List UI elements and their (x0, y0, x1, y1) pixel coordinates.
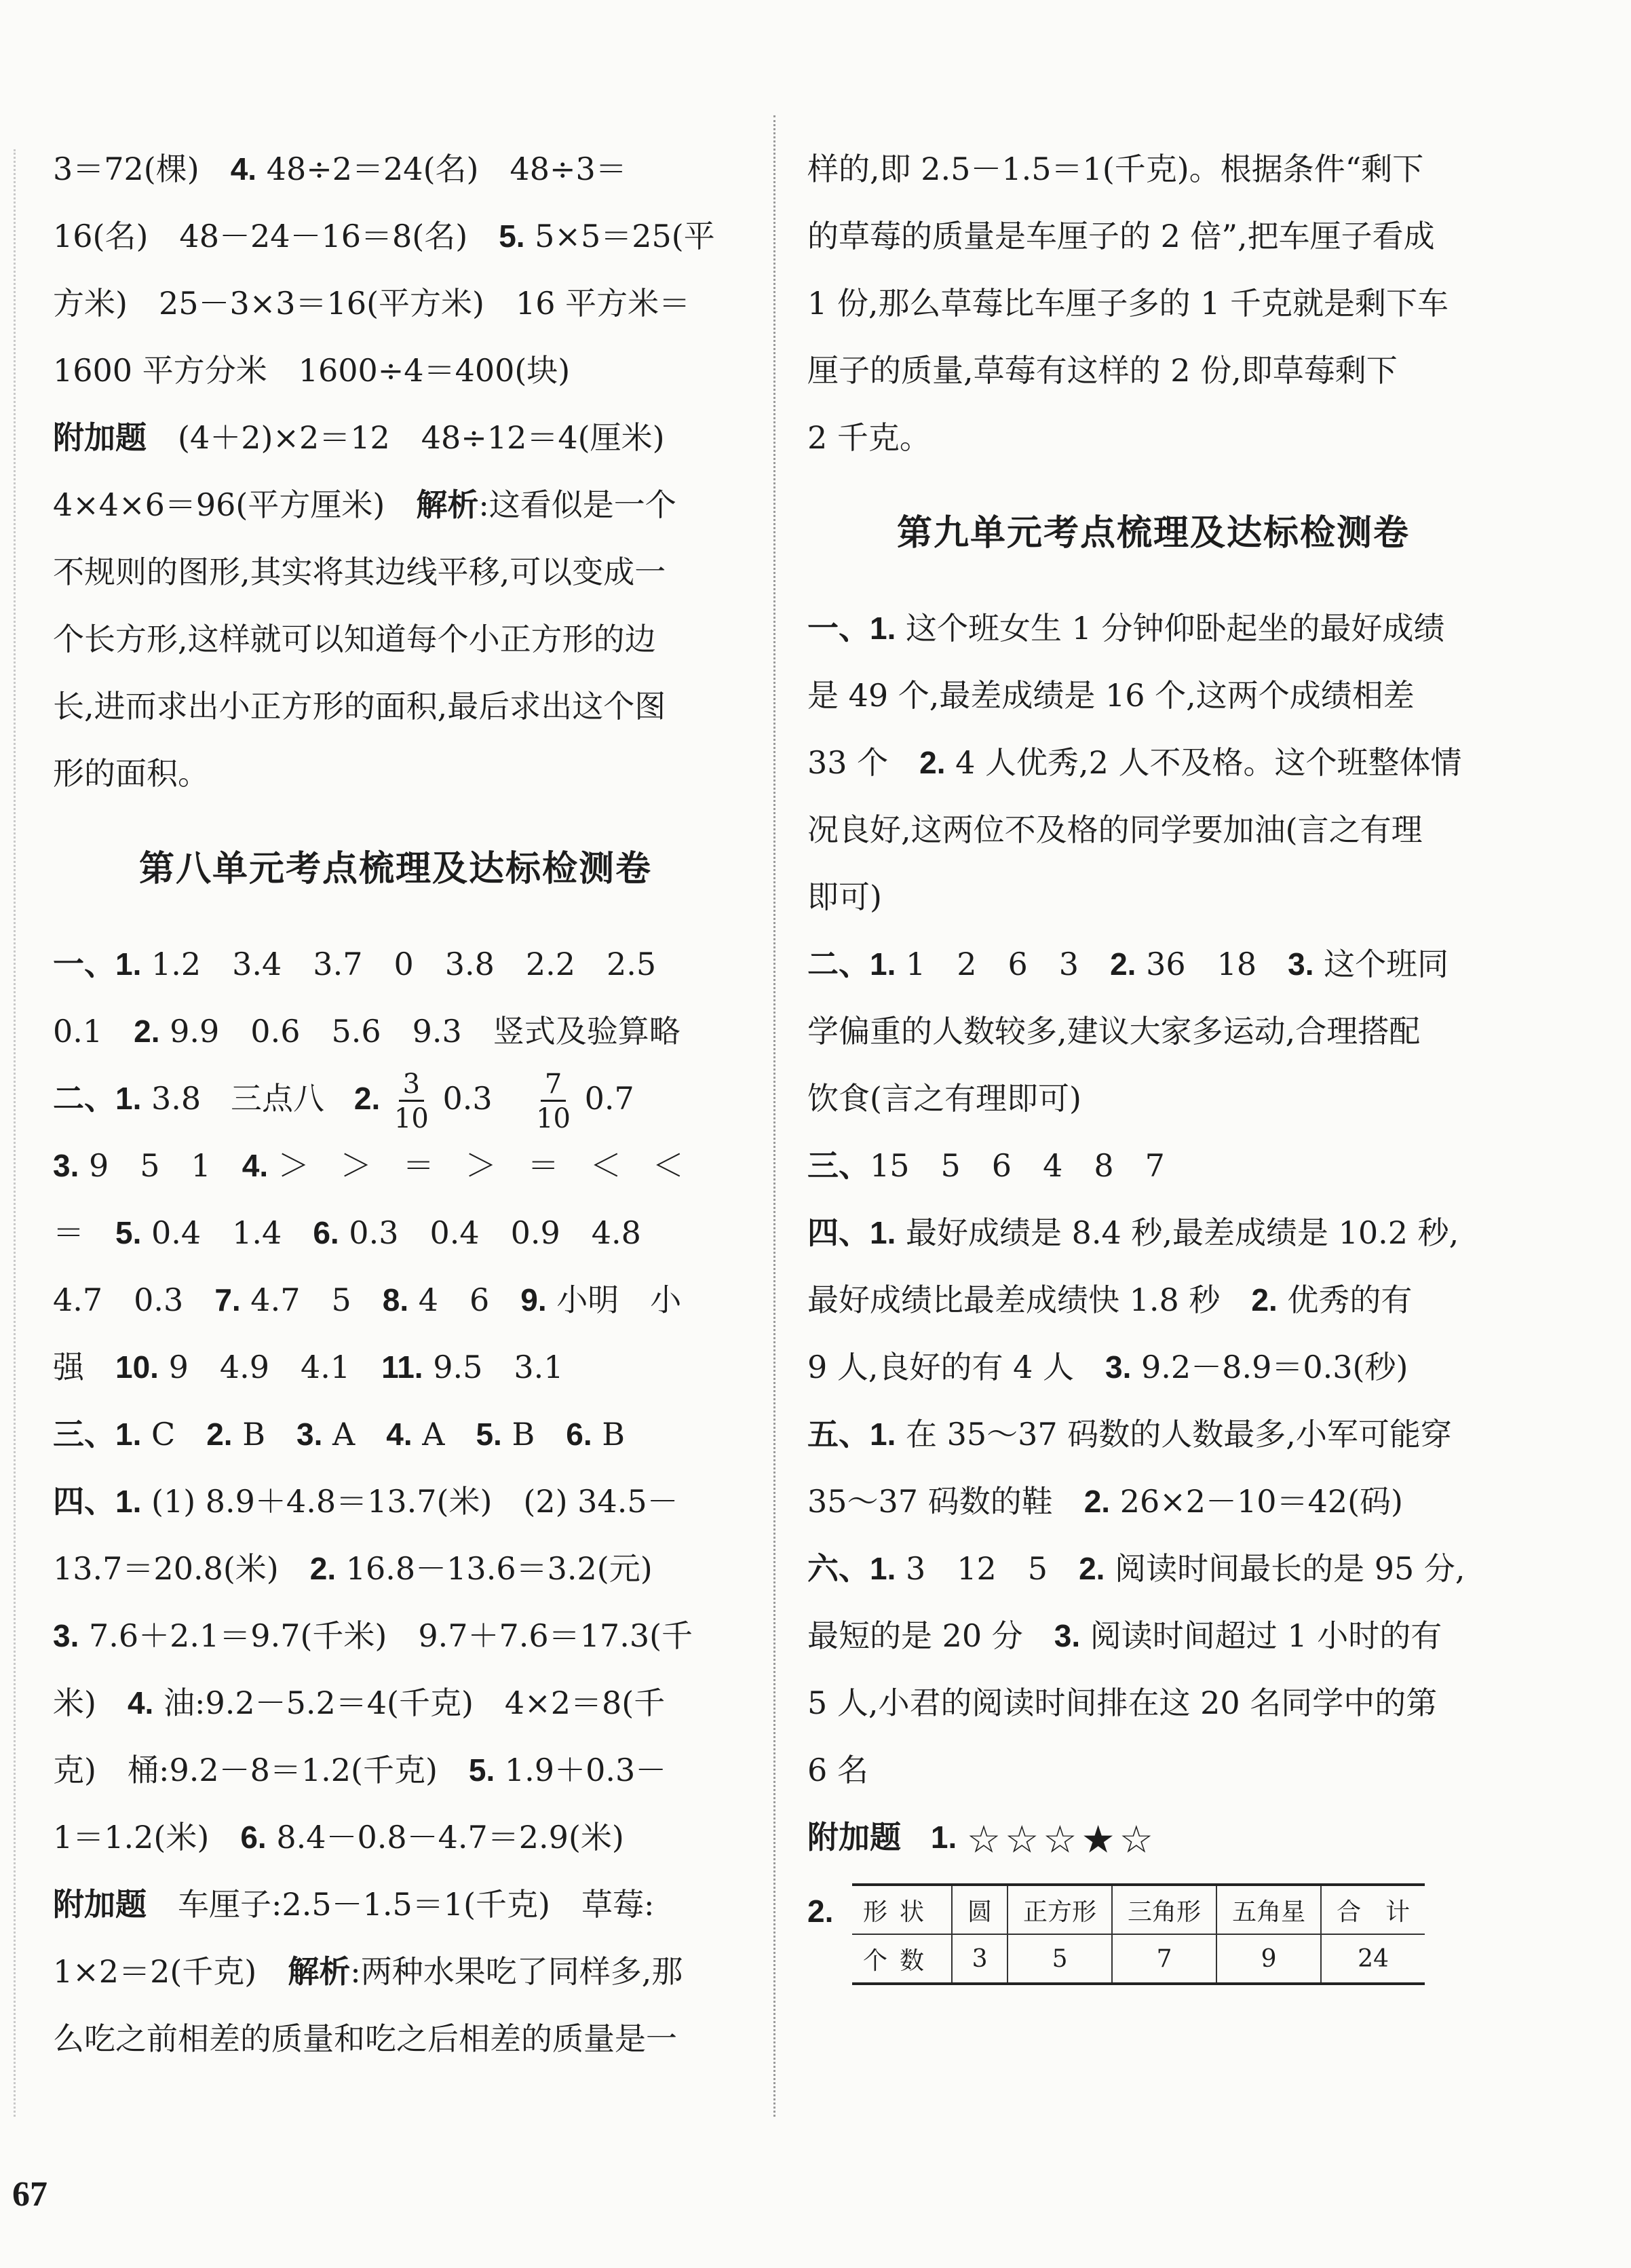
answer-line: 三、15 5 6 4 8 7 (807, 1147, 1165, 1184)
answer-line: 3＝72(棵) 4. 48÷2＝24(名) 48÷3＝ (53, 151, 627, 187)
shape-count-block (807, 1883, 1499, 1985)
answer-line: 米) 4. 油:9.2－5.2＝4(千克) 4×2＝8(千 (53, 1685, 666, 1721)
table-cell: 9 (1216, 1934, 1321, 1984)
table-cell: 7 (1112, 1934, 1216, 1984)
fraction-three-tenths (394, 1070, 429, 1133)
answer-line: 个长方形,这样就可以知道每个小正方形的边 (53, 621, 656, 657)
answer-line: 三、1. C 2. B 3. A 4. A 5. B 6. B (53, 1416, 626, 1453)
answer-line: 35～37 码数的鞋 2. 26×2－10＝42(码) (807, 1483, 1404, 1520)
answer-line: 一、1. 1.2 3.4 3.7 0 3.8 2.2 2.5 (53, 946, 657, 982)
answer-line: 16(名) 48－24－16＝8(名) 5. 5×5＝25(平 (53, 218, 715, 254)
answer-line: 强 10. 9 4.9 4.1 11. 9.5 3.1 (53, 1349, 564, 1385)
table-cell: 24 (1321, 1934, 1425, 1984)
unit8-explanation-continued (807, 136, 1499, 472)
table-cell: 个数 (852, 1934, 952, 1984)
unit8-fraction-line (53, 1065, 738, 1132)
answer-line: 1600 平方分米 1600÷4＝400(块) (53, 352, 571, 389)
star-shapes: ☆☆☆★☆ (966, 1818, 1157, 1862)
answer-line: 四、1. 最好成绩是 8.4 秒,最差成绩是 10.2 秒, (807, 1214, 1459, 1251)
answer-line: 附加题 车厘子:2.5－1.5＝1(千克) 草莓: (53, 1886, 655, 1923)
fraction-seven-tenths (536, 1070, 571, 1133)
table-header-row (852, 1885, 1425, 1934)
column-divider (773, 115, 775, 2117)
unit8-answers-part1 (53, 931, 738, 1065)
table-cell: 圆 (952, 1885, 1008, 1934)
left-column (53, 136, 738, 2073)
answer-line: 4.7 0.3 7. 4.7 5 8. 4 6 9. 小明 小 (53, 1282, 682, 1318)
answer-line: 一、1. 这个班女生 1 分钟仰卧起坐的最好成绩 (807, 610, 1445, 647)
answer-line: 不规则的图形,其实将其边线平移,可以变成一 (53, 554, 666, 590)
answer-line: 0.1 2. 9.9 0.6 5.6 9.3 竖式及验算略 (53, 1013, 680, 1050)
unit9-extra-question (807, 1804, 1499, 1871)
answer-line: 6 名 (807, 1752, 868, 1788)
table-cell: 形状 (852, 1885, 952, 1934)
item-number: 二、1. (53, 1081, 142, 1116)
answer-line: 方米) 25－3×3＝16(平方米) 16 平方米＝ (53, 285, 691, 322)
unit8-heading: 第八单元考点梳理及达标检测卷 (138, 849, 652, 889)
table-cell: 五角星 (1216, 1885, 1321, 1934)
table-cell: 5 (1008, 1934, 1112, 1984)
answer-line: 1×2＝2(千克) 解析:两种水果吃了同样多,那 (53, 1953, 683, 1990)
answer-line: 5 人,小君的阅读时间排在这 20 名同学中的第 (807, 1685, 1438, 1721)
right-column (807, 136, 1499, 1985)
answer-line: 3. 9 5 1 4. ＞ ＞ ＝ ＞ ＝ ＜ ＜ (53, 1147, 684, 1184)
answer-value: 3.8 (151, 1080, 202, 1117)
answer-line: 9 人,良好的有 4 人 3. 9.2－8.9＝0.3(秒) (807, 1349, 1408, 1385)
fraction-numerator: 3 (399, 1070, 424, 1102)
answer-value: 三点八 (231, 1080, 325, 1117)
item-number: 2. (807, 1894, 834, 1929)
answer-value: 0.7 (584, 1080, 634, 1117)
answer-line: 33 个 2. 4 人优秀,2 人不及格。这个班整体情 (807, 744, 1462, 781)
fraction-numerator: 7 (541, 1070, 566, 1102)
answer-line: 最短的是 20 分 3. 阅读时间超过 1 小时的有 (807, 1617, 1442, 1654)
extra-question-label: 附加题 (807, 1820, 901, 1855)
page-number: 67 (12, 2175, 47, 2214)
item-number: 2. (353, 1081, 381, 1116)
answer-line: 最好成绩比最差成绩快 1.8 秒 2. 优秀的有 (807, 1282, 1413, 1318)
unit9-heading: 第九单元考点梳理及达标检测卷 (896, 513, 1410, 554)
answer-line: 1＝1.2(米) 6. 8.4－0.8－4.7＝2.9(米) (53, 1819, 624, 1856)
item-number: 1. (930, 1820, 957, 1855)
answer-line: 的草莓的质量是车厘子的 2 倍”,把车厘子看成 (807, 218, 1435, 254)
unit9-answers (807, 595, 1499, 1804)
table-row (852, 1934, 1425, 1984)
answer-line: 3. 7.6＋2.1＝9.7(千米) 9.7＋7.6＝17.3(千 (53, 1617, 693, 1654)
answer-line: 长,进而求出小正方形的面积,最后求出这个图 (53, 688, 666, 725)
answer-line: 况良好,这两位不及格的同学要加油(言之有理 (807, 811, 1423, 848)
answer-line: 二、1. 1 2 6 3 2. 36 18 3. 这个班同 (807, 946, 1449, 982)
answer-line: 四、1. (1) 8.9＋4.8＝13.7(米) (2) 34.5－ (53, 1483, 678, 1520)
answer-line: 学偏重的人数较多,建议大家多运动,合理搭配 (807, 1013, 1421, 1050)
table-cell: 三角形 (1112, 1885, 1216, 1934)
answer-line: ＝ 5. 0.4 1.4 6. 0.3 0.4 0.9 4.8 (53, 1214, 641, 1251)
fraction-denominator: 10 (536, 1102, 571, 1134)
table-cell: 3 (952, 1934, 1008, 1984)
answer-line: 么吃之前相差的质量和吃之后相差的质量是一 (53, 2020, 677, 2057)
answer-line: 即可) (807, 879, 882, 915)
fraction-denominator: 10 (394, 1102, 429, 1134)
answer-line: 六、1. 3 12 5 2. 阅读时间最长的是 95 分, (807, 1550, 1465, 1587)
shape-count-table (852, 1883, 1425, 1985)
answer-line: 克) 桶:9.2－8＝1.2(千克) 5. 1.9＋0.3－ (53, 1752, 667, 1788)
answer-line: 饮食(言之有理即可) (807, 1080, 1081, 1117)
answer-line: 厘子的质量,草莓有这样的 2 份,即草莓剩下 (807, 352, 1398, 389)
left-margin-guide (14, 149, 16, 2117)
answer-line: 1 份,那么草莓比车厘子多的 1 千克就是剩下车 (807, 285, 1449, 322)
unit8-answers-part2 (53, 1132, 738, 2073)
answer-value: 0.3 (442, 1080, 493, 1117)
answer-line: 是 49 个,最差成绩是 16 个,这两个成绩相差 (807, 677, 1415, 714)
answer-line: 13.7＝20.8(米) 2. 16.8－13.6＝3.2(元) (53, 1550, 653, 1587)
answer-line: 附加题 (4＋2)×2＝12 48÷12＝4(厘米) (53, 419, 665, 456)
answer-line: 五、1. 在 35～37 码数的人数最多,小军可能穿 (807, 1416, 1452, 1453)
unit7-answers-continued (53, 136, 738, 807)
answer-line: 样的,即 2.5－1.5＝1(千克)。根据条件“剩下 (807, 151, 1424, 187)
table-cell: 正方形 (1008, 1885, 1112, 1934)
answer-line: 形的面积。 (53, 755, 209, 792)
answer-line: 2 千克。 (807, 419, 931, 456)
table-cell: 合 计 (1321, 1885, 1425, 1934)
answer-line: 4×4×6＝96(平方厘米) 解析:这看似是一个 (53, 486, 676, 523)
